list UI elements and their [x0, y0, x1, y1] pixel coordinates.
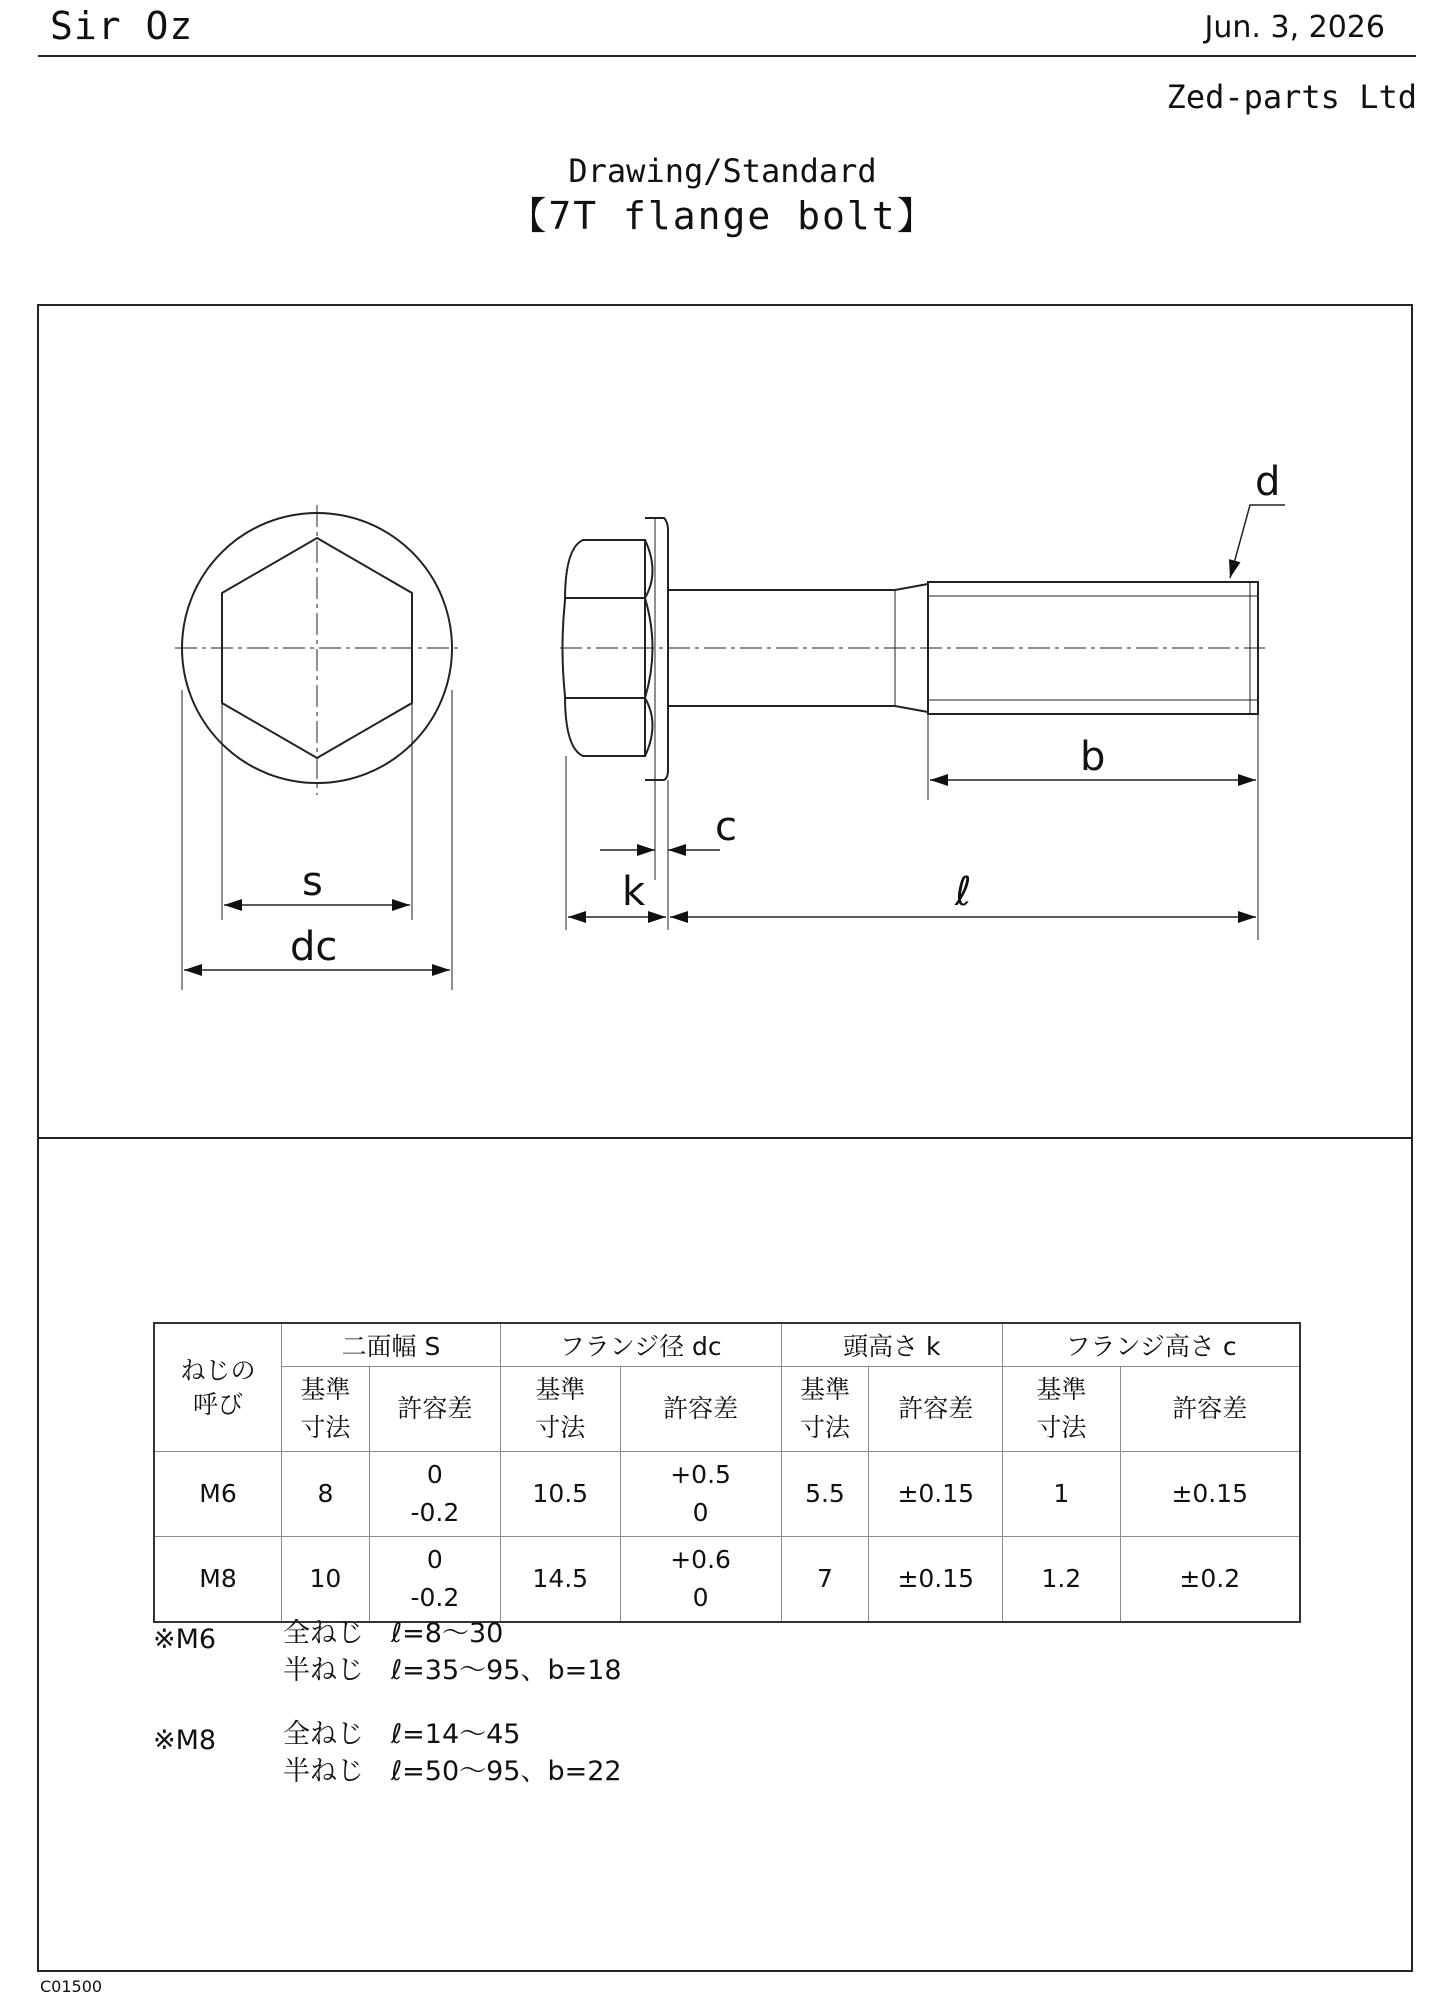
table-cell: ±0.2 [1120, 1537, 1300, 1623]
note-mark: ※M6 [153, 1624, 217, 1655]
table-cell: M6 [154, 1452, 282, 1537]
sub-header-tolerance: 許容差 [1120, 1367, 1300, 1452]
flange-side [645, 518, 668, 780]
note-line: 半ねじ ℓ=50〜95、b=22 [283, 1756, 622, 1787]
table-cell: 5.5 [781, 1452, 869, 1537]
label-d: d [1255, 459, 1281, 505]
sub-header-basic: 基準 寸法 [781, 1367, 869, 1452]
table-cell: 10.5 [500, 1452, 620, 1537]
note-line: 全ねじ ℓ=14〜45 [283, 1719, 521, 1750]
sub-header-tolerance: 許容差 [369, 1367, 500, 1452]
table-cell: 10 [282, 1537, 370, 1623]
label-c: c [715, 804, 737, 850]
table-cell: 8 [282, 1452, 370, 1537]
table-cell: ±0.15 [869, 1452, 1003, 1537]
dim-d-leader [1230, 505, 1285, 578]
col-header-flange-height: フランジ高さ c [1003, 1323, 1300, 1367]
table-cell: 7 [781, 1537, 869, 1623]
table-cell: 1.2 [1003, 1537, 1120, 1623]
sub-header-basic: 基準 寸法 [1003, 1367, 1120, 1452]
col-header-thread: ねじの 呼び [154, 1323, 282, 1452]
table-cell: 14.5 [500, 1537, 620, 1623]
label-b: b [1080, 734, 1106, 780]
col-header-flange-dia: フランジ径 dc [500, 1323, 781, 1367]
label-l: ℓ [955, 869, 972, 915]
label-s: s [302, 859, 323, 905]
note-line: 半ねじ ℓ=35〜95、b=18 [283, 1655, 622, 1686]
header-user-name: Sir Oz [50, 4, 194, 48]
table-row [154, 1452, 1300, 1537]
label-dc: dc [290, 924, 338, 970]
table-cell: +0.6 0 [620, 1537, 781, 1623]
col-header-width: 二面幅 S [282, 1323, 501, 1367]
title-line2: 【7T flange bolt】 [508, 194, 937, 238]
table-cell: 0 -0.2 [369, 1537, 500, 1623]
sub-header-basic: 基準 寸法 [282, 1367, 370, 1452]
table-row [154, 1537, 1300, 1623]
frame-divider [37, 1137, 1413, 1139]
company-name: Zed-parts Ltd [1166, 78, 1417, 116]
sub-header-basic: 基準 寸法 [500, 1367, 620, 1452]
table-cell: 1 [1003, 1452, 1120, 1537]
sub-header-tolerance: 許容差 [620, 1367, 781, 1452]
sub-header-tolerance: 許容差 [869, 1367, 1003, 1452]
table-cell: 0 -0.2 [369, 1452, 500, 1537]
spec-table [153, 1322, 1301, 1623]
note-mark: ※M8 [153, 1725, 217, 1756]
header-date: Jun. 3, 2026 [1204, 10, 1385, 45]
table-cell: ±0.15 [869, 1537, 1003, 1623]
col-header-head-height: 頭高さ k [781, 1323, 1003, 1367]
table-cell: M8 [154, 1537, 282, 1623]
title-line1: Drawing/Standard [568, 152, 877, 190]
table-cell: +0.5 0 [620, 1452, 781, 1537]
label-k: k [622, 869, 646, 915]
note-line: 全ねじ ℓ=8〜30 [283, 1618, 504, 1649]
footer-code: C01500 [40, 1977, 103, 1996]
table-cell: ±0.15 [1120, 1452, 1300, 1537]
